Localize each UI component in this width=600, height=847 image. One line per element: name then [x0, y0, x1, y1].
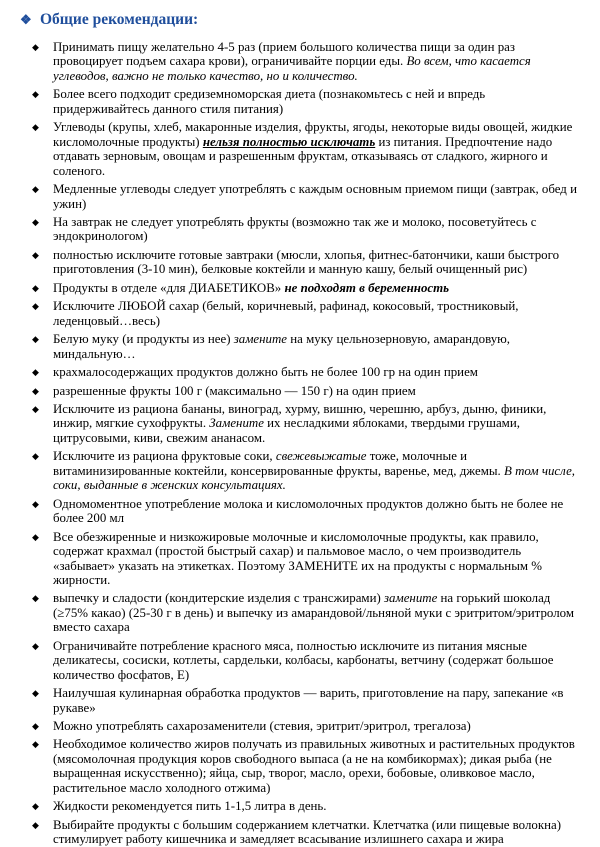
- list-item-text: тоже, молочные и витаминизированные коктейли, консервированные фрукты, варенье, мед, джемы.: [53, 449, 505, 478]
- list-item-text: Замените: [209, 416, 264, 431]
- list-item-text: не подходят в беременность: [284, 280, 450, 295]
- bullet-icon: ◆: [32, 688, 39, 699]
- list-item-text: Жидкости рекомендуется пить 1-1,5 литра в день.: [53, 799, 327, 814]
- list-item-text: выпечку и сладости (кондитерские изделия с трансжирами): [53, 591, 384, 606]
- list-item: [20, 402, 580, 445]
- list-item: [20, 248, 580, 277]
- list-item-text: нельзя полностью исключать: [202, 134, 376, 149]
- bullet-icon: ◆: [32, 801, 39, 812]
- bullet-icon: ◆: [32, 819, 39, 830]
- bullet-icon: ◆: [32, 531, 39, 542]
- bullet-icon: ◆: [32, 385, 39, 396]
- list-item: [20, 365, 580, 379]
- list-item-text: Ограничивайте потребление красного мяса, полностью исключите из питания мясные деликатесы, сосиски, котлеты, сардельки, колбасы, карбонаты, ветчину (содержат большое количество фосфатов, Е): [53, 638, 554, 682]
- list-item: [20, 215, 580, 244]
- list-item-text: Исключите из рациона бананы, виноград, хурму, вишню, черешню, арбуз, дыню, финики, инжир, мягкие сухофрукты.: [53, 401, 547, 431]
- list-item-text: На завтрак не следует употреблять фрукты (возможно так же и молоко, посоветуйтесь с эндокринологом): [53, 214, 537, 244]
- list-item-text: Исключите из рациона фруктовые соки,: [53, 449, 276, 464]
- list-item-text: Исключите ЛЮБОЙ сахар (белый, коричневый, рафинад, кокосовый, тростниковый, леденцовый…весь): [53, 299, 519, 328]
- list-item-text: замените: [384, 591, 438, 606]
- section-heading-text: Общие рекомендации:: [40, 11, 199, 28]
- list-item-text: В том числе, соки, выданные в женских консультациях.: [53, 463, 576, 493]
- list-item: [20, 182, 580, 211]
- bullet-icon: ◆: [32, 334, 39, 345]
- list-item: [20, 799, 580, 813]
- list-item: [20, 686, 580, 715]
- list-item-text: на горький шоколад (≥75% какао) (25-30 г в день) и выпечку из амарандовой/льняной муки с эритритом/эритролом вместо сахара: [53, 591, 574, 635]
- list-item-text: Можно употреблять сахарозаменители (стевия, эритрит/эритрол, трегалоза): [53, 719, 471, 734]
- list-item-text: крахмалосодержащих продуктов должно быть не более 100 гр на один прием: [53, 365, 478, 380]
- bullet-icon: ◆: [32, 367, 39, 378]
- list-item: [20, 719, 580, 733]
- list-item: [20, 449, 580, 492]
- recommendations-list: [20, 40, 580, 847]
- list-item: [20, 591, 580, 634]
- section-heading: [20, 10, 580, 30]
- list-item: [20, 281, 580, 295]
- list-item-text: из питания. Предпочтение надо отдавать зерновым, овощам и разрешенным фруктам, отказываясь от сладкого, жирного и соленого.: [53, 134, 553, 178]
- list-item-text: Углеводы (крупы, хлеб, макаронные изделия, фрукты, ягоды, некоторые виды овощей, жидкие кисломолочные продукты): [53, 120, 573, 149]
- list-item-text: разрешенные фрукты 100 г (максимально — 150 г) на один прием: [53, 383, 416, 398]
- bullet-icon: ◆: [32, 282, 39, 293]
- list-item-text: Продукты в отделе «для ДИАБЕТИКОВ»: [53, 280, 285, 295]
- list-item-text: Наилучшая кулинарная обработка продуктов — варить, приготовление на пару, запекание «в рукаве»: [53, 686, 564, 715]
- bullet-icon: ◆: [32, 249, 39, 260]
- list-item: [20, 87, 580, 116]
- list-item: [20, 497, 580, 526]
- list-item-text: Выбирайте продукты с большим содержанием клетчатки. Клетчатка (или пищевые волокна) стимулирует работу кишечника и замедляет всасывание излишнего сахара и жира: [53, 817, 562, 847]
- bullet-icon: ◆: [32, 403, 39, 414]
- list-item: [20, 332, 580, 361]
- list-item-text: Медленные углеводы следует употреблять с каждым основным приемом пищи (завтрак, обед и ужин): [53, 182, 577, 211]
- list-item-text: полностью исключите готовые завтраки (мюсли, хлопья, фитнес-батончики, каши быстрого приготовления (3-10 мин), белковые коктейли и манную кашу, белый очищенный рис): [53, 247, 560, 277]
- bullet-icon: ◆: [32, 593, 39, 604]
- bullet-icon: ◆: [32, 184, 39, 195]
- list-item: [20, 530, 580, 588]
- list-item: [20, 120, 580, 178]
- list-item-text: Все обезжиренные и низкожировые молочные и кисломолочные продукты, как правило, содержат крахмал (простой быстрый сахар) и пальмовое масло, о чем производитель «забывает» указать на этикетках. Поэтому ЗАМЕНИТЕ их на продукты с нормальным % жирности.: [53, 529, 542, 587]
- list-item: [20, 384, 580, 398]
- bullet-icon: ◆: [32, 89, 39, 100]
- bullet-icon: ◆: [32, 301, 39, 312]
- bullet-icon: ◆: [32, 739, 39, 750]
- bullet-icon: ◆: [32, 451, 39, 462]
- list-item: [20, 639, 580, 682]
- list-item-text: Во всем, что касается углеводов, важно не только качество, но и количество.: [53, 54, 531, 83]
- list-item-text: свежевыжатые: [275, 449, 367, 464]
- list-item: [20, 818, 580, 847]
- list-item: [20, 40, 580, 83]
- bullet-icon: ◆: [32, 42, 39, 52]
- list-item-text: на муку цельнозерновую, амарандовую, миндальную…: [53, 332, 511, 361]
- diamond-bullet-icon: ❖: [20, 12, 32, 27]
- list-item-text: их несладкими яблоками, твердыми грушами, цитрусовыми, киви, свежим ананасом.: [53, 416, 520, 445]
- list-item: [20, 299, 580, 328]
- bullet-icon: ◆: [32, 216, 39, 227]
- list-item-text: замените: [233, 332, 288, 347]
- bullet-icon: ◆: [32, 122, 39, 133]
- list-item-text: Более всего подходит средиземноморская диета (познакомьтесь с ней и впредь придерживайтесь данного стиля питания): [53, 87, 486, 116]
- list-item: [20, 737, 580, 795]
- list-item-text: Одномоментное употребление молока и кисломолочных продуктов должно быть не более не более 200 мл: [53, 496, 564, 526]
- list-item-text: Необходимое количество жиров получать из правильных животных и растительных продуктов (мясомолочная продукция коров свободного выпаса (а не на комбикормах); дикая рыба (не выращенная искусственно); яйца, сыр, творог, масло, орехи, бобовые, оливковое масло, растительное масло холодного отжима): [53, 737, 575, 795]
- bullet-icon: ◆: [32, 721, 39, 732]
- list-item-text: Принимать пищу желательно 4-5 раз (прием большого количества пищи за один раз провоцирует подъем сахара крови), ограничивайте порции еды.: [53, 40, 515, 69]
- bullet-icon: ◆: [32, 640, 39, 651]
- bullet-icon: ◆: [32, 498, 39, 509]
- list-item-text: Белую муку (и продукты из нее): [53, 332, 234, 347]
